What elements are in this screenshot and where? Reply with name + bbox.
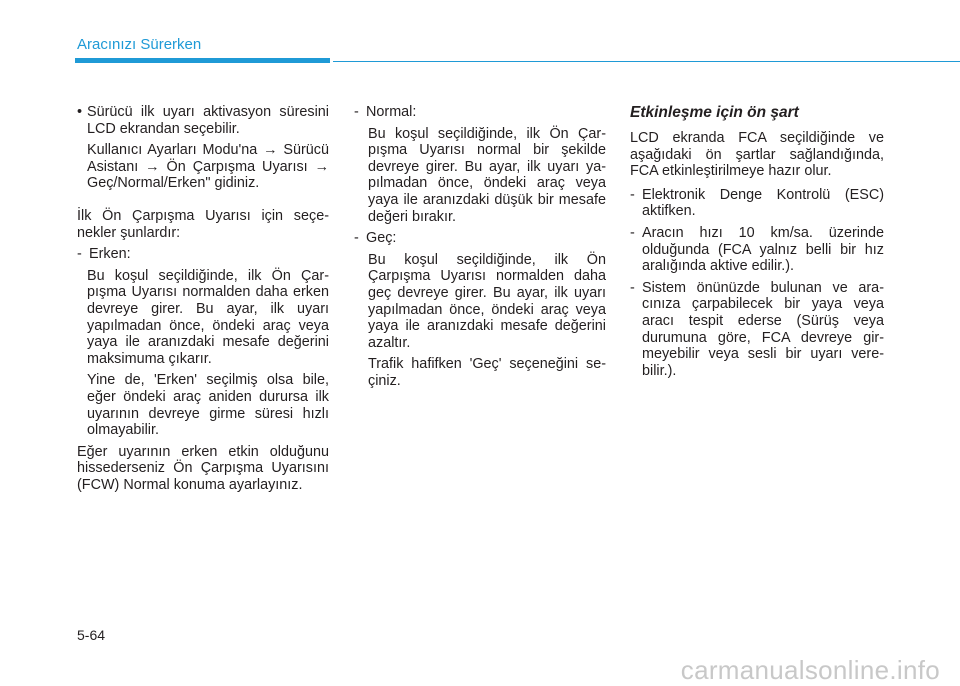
option-normal-desc: Bu koşul seçildiğinde, ilk Ön Çarpışma Uyarısı normal bir şekilde devreye girer. Bu ayar, ilk uyarı yapılmadan önce, öndeki araç veya yaya ile aranızdaki düşük bir mesafe değeri bırakır. (368, 125, 606, 225)
option-early-label: Erken: (89, 246, 131, 263)
bullet-item (77, 104, 329, 137)
watermark: carmanualsonline.info (680, 655, 940, 685)
options-intro: İlk Ön Çarpışma Uyarısı için seçenekler şunlardır: (77, 207, 329, 241)
prereq-intro: LCD ekranda FCA seçildiğinde ve aşağıdaki ön şartlar sağlandığında, FCA etkinleştirilmeye hazır olur. (630, 130, 884, 180)
option-late (354, 230, 606, 247)
option-late-desc: Bu koşul seçildiğinde, ilk Ön Çarpışma Uyarısı normalden daha geç devreye girer. Bu ayar, ilk uyarı yapılmadan önce, öndeki araç veya yaya ile aranızdaki mesafe değerini azaltır. (368, 251, 606, 351)
option-late-note: Trafik hafifken 'Geç' seçeneğini seçiniz. (368, 356, 606, 389)
list-item-text: Sistem önünüzde bulunan ve aracınıza çarpabilecek bir yaya veya aracı tespit ederse (Sürüş veya durumuna göre, FCA devreye girmeyebilir veya sesli bir uyarı verebilir.). (642, 279, 884, 379)
column-1 (77, 104, 329, 493)
dash-mark: - (354, 230, 359, 247)
dash-mark: - (630, 279, 635, 296)
list-item-text: Elektronik Denge Kontrolü (ESC) aktifken. (642, 186, 884, 220)
page-number: 5-64 (77, 627, 106, 643)
list-item (630, 225, 884, 275)
option-early-note: Yine de, 'Erken' seçilmiş olsa bile, eğer öndeki araç aniden durursa ilk uyarının devreye girme süresi hızlı olmayabilir. (87, 372, 329, 439)
dash-mark: - (77, 246, 82, 263)
dash-mark: - (354, 104, 359, 120)
list-item (630, 280, 884, 380)
list-item (630, 187, 884, 220)
column-2 (354, 104, 606, 390)
closing-text: Eğer uyarının erken etkin olduğunu hissederseniz Ön Çarpışma Uyarısını (FCW) Normal konuma ayarlayınız. (77, 443, 329, 493)
dash-mark: - (630, 224, 635, 241)
option-early (77, 246, 329, 263)
bullet-mark: • (77, 104, 83, 120)
dash-mark: - (630, 186, 635, 203)
bullet-text: Sürücü ilk uyarı aktivasyon süresini LCD ekrandan seçebilir. (87, 104, 329, 137)
option-late-label: Geç: (366, 230, 397, 247)
menu-path-text: Kullanıcı Ayarları Modu'na → Sürücü Asistanı → Ön Çarpışma Uyarısı → Geç/Normal/Erken" gidiniz. (87, 142, 329, 192)
list-item-text: Aracın hızı 10 km/sa. üzerinde olduğunda (FCA yalnız belli bir hız aralığında aktive edilir.). (642, 224, 884, 275)
section-title: Aracınızı Sürerken (77, 36, 202, 53)
header-rule-thick (75, 58, 330, 63)
option-normal (354, 104, 606, 121)
option-normal-label: Normal: (366, 104, 417, 120)
header-rule-thin (333, 61, 960, 62)
option-early-desc: Bu koşul seçildiğinde, ilk Ön Çarpışma Uyarısı normalden daha erken devreye girer. Bu ayar, ilk uyarı yapılmadan önce, öndeki araç veya yaya ile aranızdaki mesafe değerini maksimuma çıkarır. (87, 267, 329, 367)
section-heading: Etkinleşme için ön şart (630, 104, 799, 121)
column-3 (630, 104, 884, 379)
